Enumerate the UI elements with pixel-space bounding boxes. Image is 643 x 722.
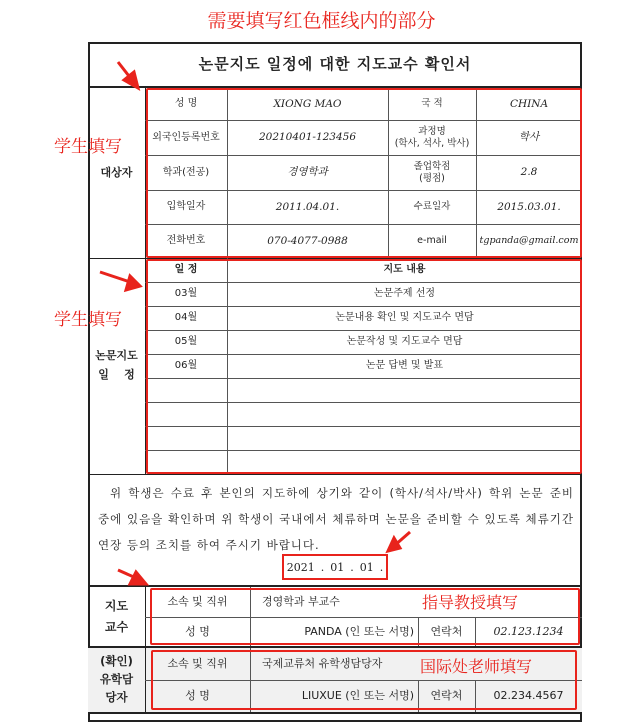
advisor-section-label: 지도 교수 bbox=[104, 599, 129, 634]
email-value: tgpanda@gmail.com bbox=[479, 235, 579, 247]
entry-label: 입학일자 bbox=[166, 201, 206, 212]
instruction-text: 需要填写红色框线内的部分 bbox=[207, 10, 436, 32]
course-label: 과정명 (학사, 석사, 박사) bbox=[394, 126, 470, 149]
finish-label: 수료일자 bbox=[413, 201, 451, 213]
date-field[interactable]: 2021 . 01 . 01 . bbox=[282, 554, 388, 580]
student-note-2: 学生填写 bbox=[54, 310, 122, 330]
reg-value: 20210401-123456 bbox=[258, 131, 357, 144]
student-section-label: 대상자 bbox=[100, 165, 133, 179]
major-label: 학과(전공) bbox=[162, 166, 210, 178]
nation-label: 국 적 bbox=[421, 98, 443, 110]
credit-label: 졸업학점 (평점) bbox=[413, 161, 451, 184]
schedule-month: 04월 bbox=[174, 312, 198, 323]
name-label: 성 명 bbox=[174, 98, 198, 109]
advisor-contact: 02.123.1234 bbox=[493, 624, 564, 638]
schedule-month: 05월 bbox=[174, 336, 198, 347]
advisor-affil: 경영학과 부교수 bbox=[262, 595, 340, 609]
entry-value: 2011.04.01. bbox=[275, 200, 340, 213]
schedule-header-content: 지도 내용 bbox=[383, 264, 426, 275]
advisor-affil-label: 소속 및 직위 bbox=[167, 595, 228, 609]
phone-value: 070-4077-0988 bbox=[267, 234, 348, 247]
schedule-content: 논문 답변 및 발표 bbox=[365, 360, 444, 371]
credit-value: 2.8 bbox=[520, 166, 538, 179]
intl-affil-label: 소속 및 직위 bbox=[167, 657, 228, 671]
student-note-1: 学生填写 bbox=[54, 137, 122, 157]
date-day: 01 bbox=[359, 560, 374, 574]
course-value: 학사 bbox=[518, 131, 540, 144]
intl-note: 国际处老师填写 bbox=[420, 657, 533, 676]
advisor-note: 指导教授填写 bbox=[422, 593, 519, 612]
schedule-content: 논문주제 선정 bbox=[373, 288, 436, 299]
email-label: e-mail bbox=[417, 235, 447, 247]
schedule-content: 논문내용 확인 및 지도교수 면담 bbox=[335, 312, 474, 323]
advisor-contact-label: 연락처 bbox=[430, 624, 463, 638]
schedule-month: 03월 bbox=[174, 288, 198, 299]
intl-name-label: 성 명 bbox=[185, 689, 210, 703]
intl-name: LIUXUE (인 또는 서명) bbox=[301, 689, 414, 703]
schedule-header-month: 일 정 bbox=[174, 264, 198, 275]
phone-label: 전화번호 bbox=[166, 235, 206, 246]
schedule-section-label: 논문지도 일 정 bbox=[95, 349, 138, 381]
schedule-month: 06월 bbox=[174, 360, 198, 371]
reg-label: 외국인등록번호 bbox=[152, 131, 220, 143]
date-year: 2021 bbox=[286, 560, 315, 574]
confirmation-paragraph: 위 학생은 수료 후 본인의 지도하에 상기와 같이 (학사/석사/박사) 학위 논문 준비 중에 있음을 확인하며 위 학생이 국내에서 체류하며 논문을 준비할 수 있도록 체류기간 연장 등의 조치를 하여 주시기 바랍니다. bbox=[98, 486, 574, 552]
form-title: 논문지도 일정에 대한 지도교수 확인서 bbox=[198, 55, 472, 73]
major-value: 경영학과 bbox=[287, 166, 328, 179]
finish-value: 2015.03.01. bbox=[497, 200, 561, 213]
advisor-name: PANDA (인 또는 서명) bbox=[304, 624, 414, 638]
intl-section-label: (확인) 유학담 당자 bbox=[99, 654, 134, 704]
name-value: XIONG MAO bbox=[273, 97, 342, 110]
intl-contact-label: 연락처 bbox=[430, 689, 463, 703]
nation-value: CHINA bbox=[509, 97, 549, 110]
intl-contact: 02.234.4567 bbox=[493, 689, 564, 703]
date-month: 01 bbox=[330, 560, 345, 574]
advisor-name-label: 성 명 bbox=[185, 624, 210, 638]
intl-affil: 국제교류처 유학생담당자 bbox=[262, 657, 383, 671]
schedule-content: 논문작성 및 지도교수 면담 bbox=[346, 336, 463, 347]
